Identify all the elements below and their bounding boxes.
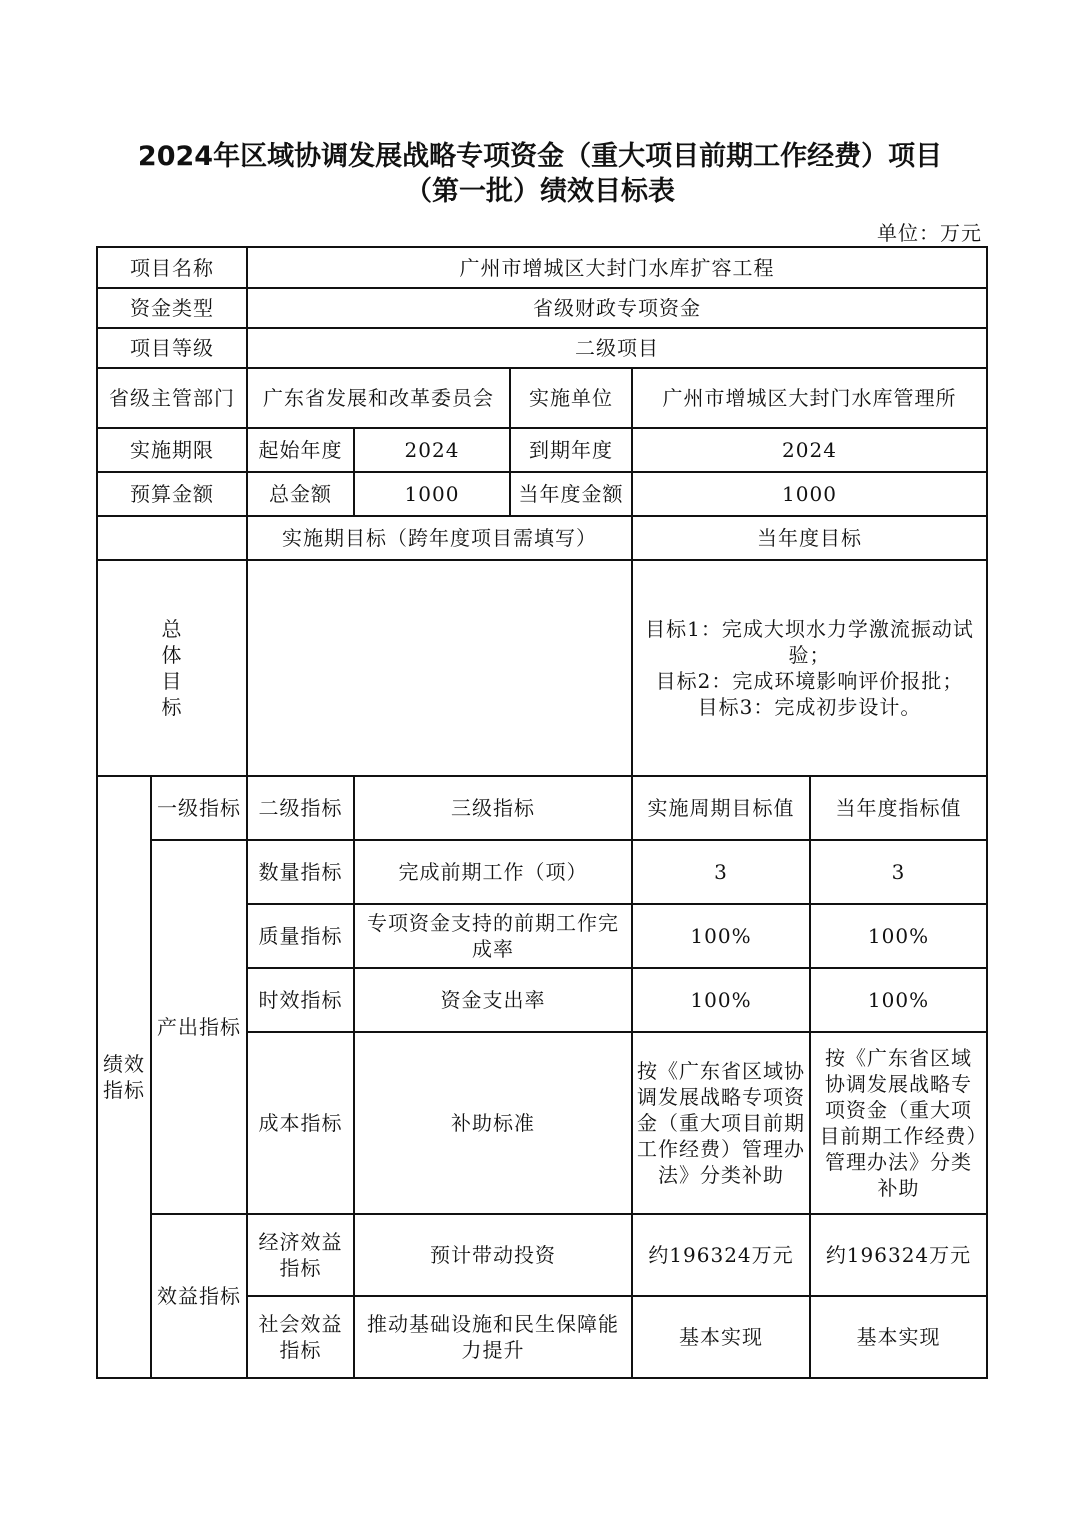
row-project-name (97, 247, 987, 288)
project-level-label: 项目等级 (97, 328, 247, 368)
annual-value-cell: 3 (810, 840, 987, 904)
current-amount-value: 1000 (632, 472, 987, 516)
annual-goal-item: 目标3：完成初步设计。 (697, 695, 922, 719)
level2-cell: 数量指标 (247, 840, 354, 904)
level3-cell: 推动基础设施和民生保障能力提升 (354, 1296, 632, 1378)
level3-cell: 专项资金支持的前期工作完成率 (354, 904, 632, 968)
row-goal-headers (97, 516, 987, 560)
start-year-label: 起始年度 (247, 428, 354, 472)
document-title-line2: （第一批）绩效目标表 (405, 176, 675, 207)
period-value-cell: 100% (632, 968, 810, 1032)
total-amount-label: 总金额 (247, 472, 354, 516)
end-year-label: 到期年度 (510, 428, 632, 472)
period-value-cell: 按《广东省区域协调发展战略专项资金（重大项目前期工作经费）管理办法》分类补助 (632, 1032, 810, 1214)
period-label: 实施期限 (97, 428, 247, 472)
header-annual-value: 当年度指标值 (810, 776, 987, 840)
dept-label: 省级主管部门 (97, 368, 247, 428)
header-level2: 二级指标 (247, 776, 354, 840)
level2-cell: 质量指标 (247, 904, 354, 968)
row-project-level (97, 328, 987, 368)
overall-goal-label (97, 560, 247, 776)
period-goal-header: 实施期目标（跨年度项目需填写） (247, 516, 632, 560)
level3-cell: 完成前期工作（项） (354, 840, 632, 904)
start-year-value: 2024 (354, 428, 510, 472)
fund-type-label: 资金类型 (97, 288, 247, 328)
document-title-line1: 2024年区域协调发展战略专项资金（重大项目前期工作经费）项目 (137, 141, 943, 172)
total-amount-value: 1000 (354, 472, 510, 516)
level2-cell: 时效指标 (247, 968, 354, 1032)
overall-label-char: 标 (161, 695, 183, 719)
annual-goal-value (632, 560, 987, 776)
project-name-label: 项目名称 (97, 247, 247, 288)
period-goal-value (247, 560, 632, 776)
performance-table (96, 246, 988, 1379)
level2-cell: 成本指标 (247, 1032, 354, 1214)
impl-unit-value: 广州市增城区大封门水库管理所 (632, 368, 987, 428)
indicator-section-label: 绩效指标 (97, 776, 151, 1378)
impl-unit-label: 实施单位 (510, 368, 632, 428)
output-indicator-label: 产出指标 (151, 840, 247, 1214)
period-value-cell: 基本实现 (632, 1296, 810, 1378)
annual-value-cell: 100% (810, 904, 987, 968)
table-row (97, 840, 987, 904)
annual-value-cell: 基本实现 (810, 1296, 987, 1378)
level3-cell: 预计带动投资 (354, 1214, 632, 1296)
current-amount-label: 当年度金额 (510, 472, 632, 516)
period-value-cell: 3 (632, 840, 810, 904)
row-overall-goal (97, 560, 987, 776)
period-value-cell: 100% (632, 904, 810, 968)
unit-label: 单位：万元 (877, 221, 982, 245)
budget-label: 预算金额 (97, 472, 247, 516)
annual-goal-header: 当年度目标 (632, 516, 987, 560)
project-level-value: 二级项目 (247, 328, 987, 368)
overall-label-char: 目 (161, 669, 183, 693)
level2-cell: 社会效益指标 (247, 1296, 354, 1378)
row-department (97, 368, 987, 428)
header-period-value: 实施周期目标值 (632, 776, 810, 840)
period-value-cell: 约196324万元 (632, 1214, 810, 1296)
fund-type-value: 省级财政专项资金 (247, 288, 987, 328)
annual-goal-item: 目标1：完成大坝水力学激流振动试验； (645, 617, 974, 667)
level2-cell: 经济效益指标 (247, 1214, 354, 1296)
table-row (97, 1214, 987, 1296)
row-fund-type (97, 288, 987, 328)
annual-value-cell: 按《广东省区域协调发展战略专项资金（重大项目前期工作经费）管理办法》分类补助 (810, 1032, 987, 1214)
header-level3: 三级指标 (354, 776, 632, 840)
end-year-value: 2024 (632, 428, 987, 472)
goal-header-blank (97, 516, 247, 560)
benefit-indicator-label: 效益指标 (151, 1214, 247, 1378)
overall-label-char: 体 (161, 643, 183, 667)
overall-label-char: 总 (161, 617, 183, 641)
dept-value: 广东省发展和改革委员会 (247, 368, 510, 428)
annual-value-cell: 约196324万元 (810, 1214, 987, 1296)
level3-cell: 补助标准 (354, 1032, 632, 1214)
row-indicator-headers (97, 776, 987, 840)
header-level1: 一级指标 (151, 776, 247, 840)
row-budget (97, 472, 987, 516)
row-period (97, 428, 987, 472)
annual-goal-item: 目标2：完成环境影响评价报批； (655, 669, 964, 693)
annual-value-cell: 100% (810, 968, 987, 1032)
level3-cell: 资金支出率 (354, 968, 632, 1032)
project-name-value: 广州市增城区大封门水库扩容工程 (247, 247, 987, 288)
